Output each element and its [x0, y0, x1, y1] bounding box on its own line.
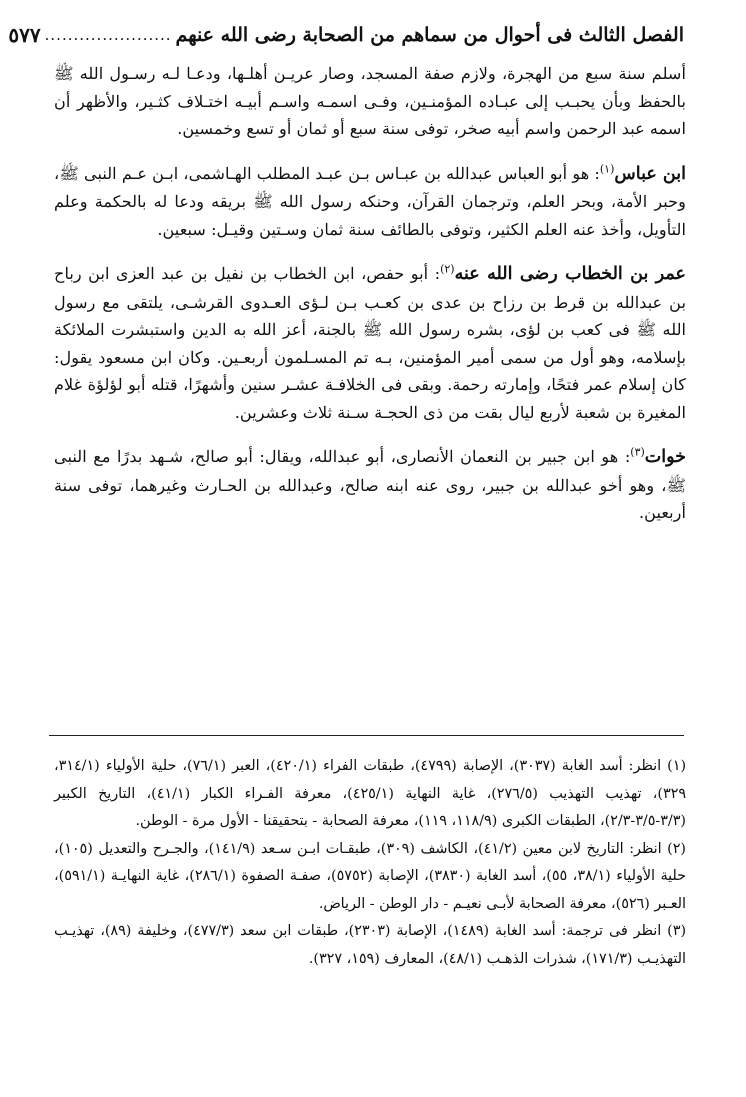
bio-entry-umar: [54, 260, 686, 426]
footnote-1: (١) انظر: أسد الغابة (٣٠٣٧)، الإصابة (٤٧٩٩)، طبقات الفراء (٤٢٠/١)، العبر (٧٦/١)، حلية الأولياء (٣١٤/١، ٣٢٩)، تهذيب التهذيب (٢٧٦/٥)، غاية النهاية (٤٢٥/١)، معرفة الفـراء الكبار (٤١/١)، التاريخ الكبير (٣/٣-٣/٥-٢/٣)، الطبقات الكبرى (١١٨/٩، ١١٩)، معرفة الصحابة - بتحقيقنا - الأول مرة - الوطن.: [54, 758, 687, 829]
leader-dots: ......................: [44, 26, 172, 44]
bio-entry-ibn-abbas: [54, 160, 686, 244]
footnote-2: (٢) انظر: التاريخ لابن معين (٤١/٢)، الكاشف (٣٠٩)، طبقـات ابـن سـعد (١٤١/٩)، والجـرح والتعديل (١٠٥)، حلية الأولياء (٣٨/١، ٥٥)، أسد الغابة (٣٨٣٠)، الإصابة (٥٧٥٢)، صفـة الصفوة (٢٨٦/١)، غاية النهايـة (٥٩١/١)، العـبر (٥٢٦)، معرفة الصحابة لأبـى نعيـم - دار الوطن - الرياض.: [54, 840, 687, 912]
bio-name: ابن عباس: [614, 163, 686, 184]
page-number: ٥٧٧: [8, 23, 41, 47]
bio-name: خوات: [644, 447, 686, 467]
main-text: [54, 60, 686, 527]
running-header: [8, 18, 684, 52]
chapter-title: الفصل الثالث فى أحوال من سماهم من الصحابة رضى الله عنهم: [175, 24, 684, 46]
bio-text: : أبو حفص، ابن الخطاب بن نفيل بن عبد العزى ابن رباح بن عبدالله بن قرط بن رزاح بن عدى بن كعـب بـن لـؤى العـدوى القرشـى، يلتقى مع رسول الله ﷺ فى كعب بن لؤى، بشره رسول الله ﷺ بالجنة، أعز الله به الدين واستبشرت الملائكة بإسلامه، وهو أول من سمى أمير المؤمنين، بـه تم المسـلمون أربعـين. وكان ابن مسعود يقول: كان إسلام عمر فتحًا، وإمارته رحمة. وبقى فى الخلافـة عشـر سنين وأشهرًا، قتله أبو لؤلؤة غلام المغيرة بن شعبة لأربع ليال بقت من ذى الحجـة سـنة ثلاث وعشرين.: [54, 264, 686, 422]
footnote-3: (٣) انظر فى ترجمة: أسد الغابة (١٤٨٩)، الإصابة (٢٣٠٣)، طبقات ابن سعد (٤٧٧/٣)، وخليفة (٨٩)، تهذيـب التهذيـب (١٧١/٣)، شذرات الذهـب (٤٨/١)، المعارف (١٥٩، ٣٢٧).: [54, 923, 687, 967]
bio-text: : هو ابن جبير بن النعمان الأنصارى، أبو عبدالله، ويقال: أبو صالح، شـهد بدرًا مع النبى ﷺ، وهو أخو عبدالله بن جبير، روى عنه ابنه صالح، وعبدالله بن الحـارث وغيرهما، توفى سنة أربعين.: [54, 447, 686, 522]
intro-paragraph: أسلم سنة سبع من الهجرة، ولازم صفة المسجد، وصار عريـن أهلـها، ودعـا لـه رسـول الله ﷺ بالحفظ وبأن يحبـب إلى عبـاده المؤمنـين، وفـى اسمـه واسـم أبيـه اختـلاف كثـير، والأظهر أن اسمه عبد الرحمن واسم أبيه صخر، توفى سنة سبع أو ثمان أو تسع وخمسين.: [54, 64, 686, 138]
bio-text: : هو أبو العباس عبدالله بن عبـاس بـن عبـد المطلب الهـاشمى، ابـن عـم النبى ﷺ، وحبر الأمة، وبحر العلم، وترجمان القرآن، وحنكه رسول الله ﷺ بريقه ودعا له بالحكمة وعلم التأويل، وأخذ عنه العلم الكثير، وتوفى بالطائف سنة ثمان وسـتين وقيـل: سبعين.: [54, 163, 686, 239]
footnote-ref[interactable]: (٣): [630, 445, 645, 459]
footnotes: [54, 753, 686, 973]
bio-name: عمر بن الخطاب رضى الله عنه: [454, 264, 686, 284]
footnote-ref[interactable]: (١): [599, 162, 615, 176]
bio-entry-khawwat: [54, 443, 686, 527]
footnote-separator: [49, 735, 684, 736]
footnote-ref[interactable]: (٢): [440, 262, 455, 276]
